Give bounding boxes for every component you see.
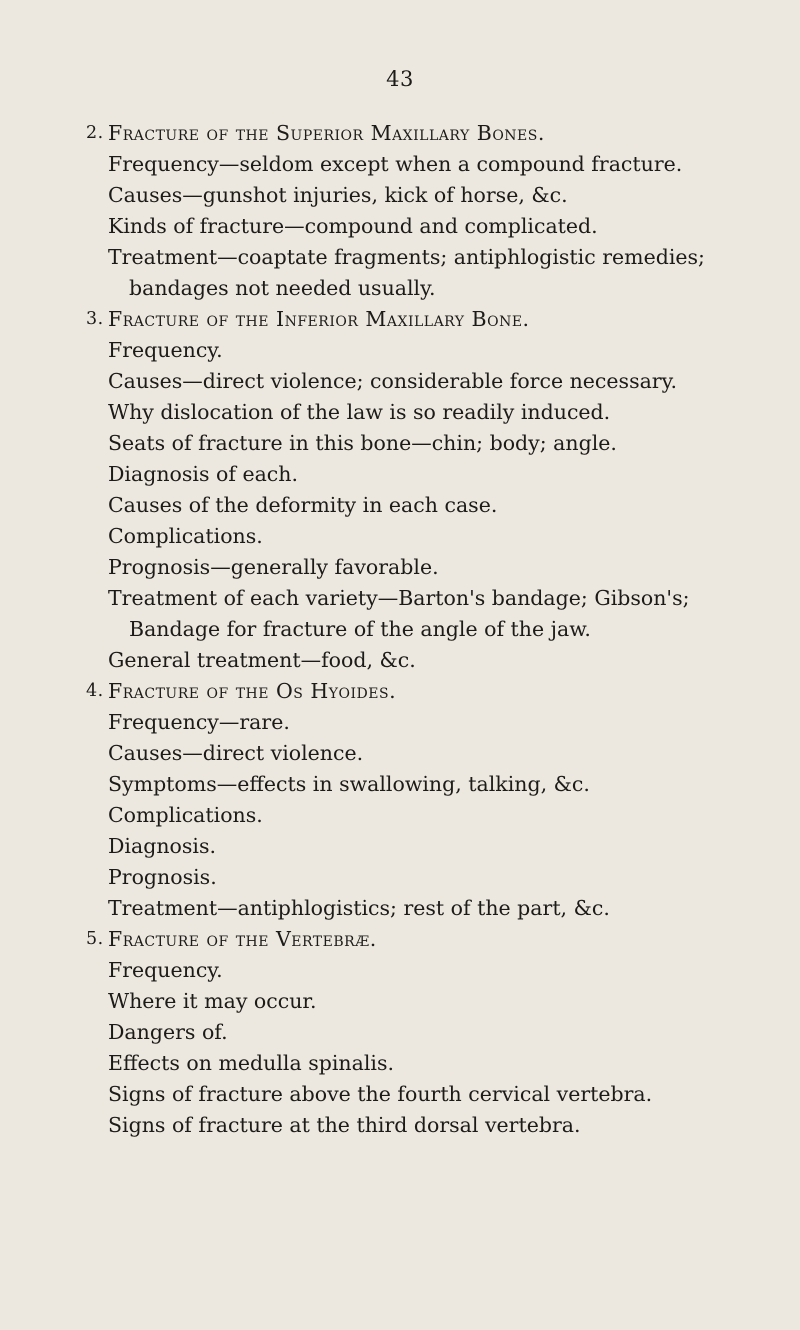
outline-item: Treatment of each variety—Barton's bandage; Gibson's; xyxy=(108,586,690,610)
section-heading xyxy=(0,304,800,335)
outline-item: Causes—gunshot injuries, kick of horse, &c. xyxy=(108,183,568,207)
outline-item: Seats of fracture in this bone—chin; body; angle. xyxy=(108,431,617,455)
section-title: Fracture of the Os Hyoides. xyxy=(108,679,397,703)
section-heading xyxy=(0,118,800,149)
outline-item: Signs of fracture above the fourth cervical vertebra. xyxy=(108,1082,653,1106)
outline-item: Dangers of. xyxy=(108,1020,228,1044)
outline-item: Frequency. xyxy=(108,338,223,362)
section-heading xyxy=(0,924,800,955)
outline-item: Causes of the deformity in each case. xyxy=(108,493,498,517)
outline-item: General treatment—food, &c. xyxy=(108,648,416,672)
outline-item: Complications. xyxy=(108,524,263,548)
outline-item: Prognosis—generally favorable. xyxy=(108,555,439,579)
outline-item: Frequency—rare. xyxy=(108,710,290,734)
outline-item: Frequency—seldom except when a compound fracture. xyxy=(108,152,683,176)
section-heading xyxy=(0,676,800,707)
outline-item: Treatment—antiphlogistics; rest of the part, &c. xyxy=(108,896,610,920)
outline-item: Frequency. xyxy=(108,958,223,982)
page-number: 43 xyxy=(386,67,414,91)
section-title: Fracture of the Vertebræ. xyxy=(108,927,377,951)
outline-item: Where it may occur. xyxy=(108,989,317,1013)
outline-item: Causes—direct violence; considerable force necessary. xyxy=(108,369,677,393)
outline-item: Causes—direct violence. xyxy=(108,741,364,765)
outline-item: Why dislocation of the law is so readily induced. xyxy=(108,400,611,424)
section-title: Fracture of the Superior Maxillary Bones. xyxy=(108,121,545,145)
page-body xyxy=(0,118,800,1141)
outline-item: Complications. xyxy=(108,803,263,827)
section-number: 3. xyxy=(86,309,104,329)
section-number: 4. xyxy=(86,681,104,701)
outline-item: Signs of fracture at the third dorsal vertebra. xyxy=(108,1113,581,1137)
outline-item: Diagnosis. xyxy=(108,834,216,858)
outline-item: Treatment—coaptate fragments; antiphlogistic remedies; xyxy=(108,245,705,269)
outline-item: Prognosis. xyxy=(108,865,217,889)
section-number: 5. xyxy=(86,929,104,949)
section-title: Fracture of the Inferior Maxillary Bone. xyxy=(108,307,530,331)
outline-item: Symptoms—effects in swallowing, talking, &c. xyxy=(108,772,590,796)
outline-item: Diagnosis of each. xyxy=(108,462,298,486)
continuation-line: Bandage for fracture of the angle of the jaw. xyxy=(129,617,591,641)
continuation-line: bandages not needed usually. xyxy=(129,276,436,300)
outline-item: Kinds of fracture—compound and complicated. xyxy=(108,214,598,238)
outline-item: Effects on medulla spinalis. xyxy=(108,1051,394,1075)
section-number: 2. xyxy=(86,123,104,143)
